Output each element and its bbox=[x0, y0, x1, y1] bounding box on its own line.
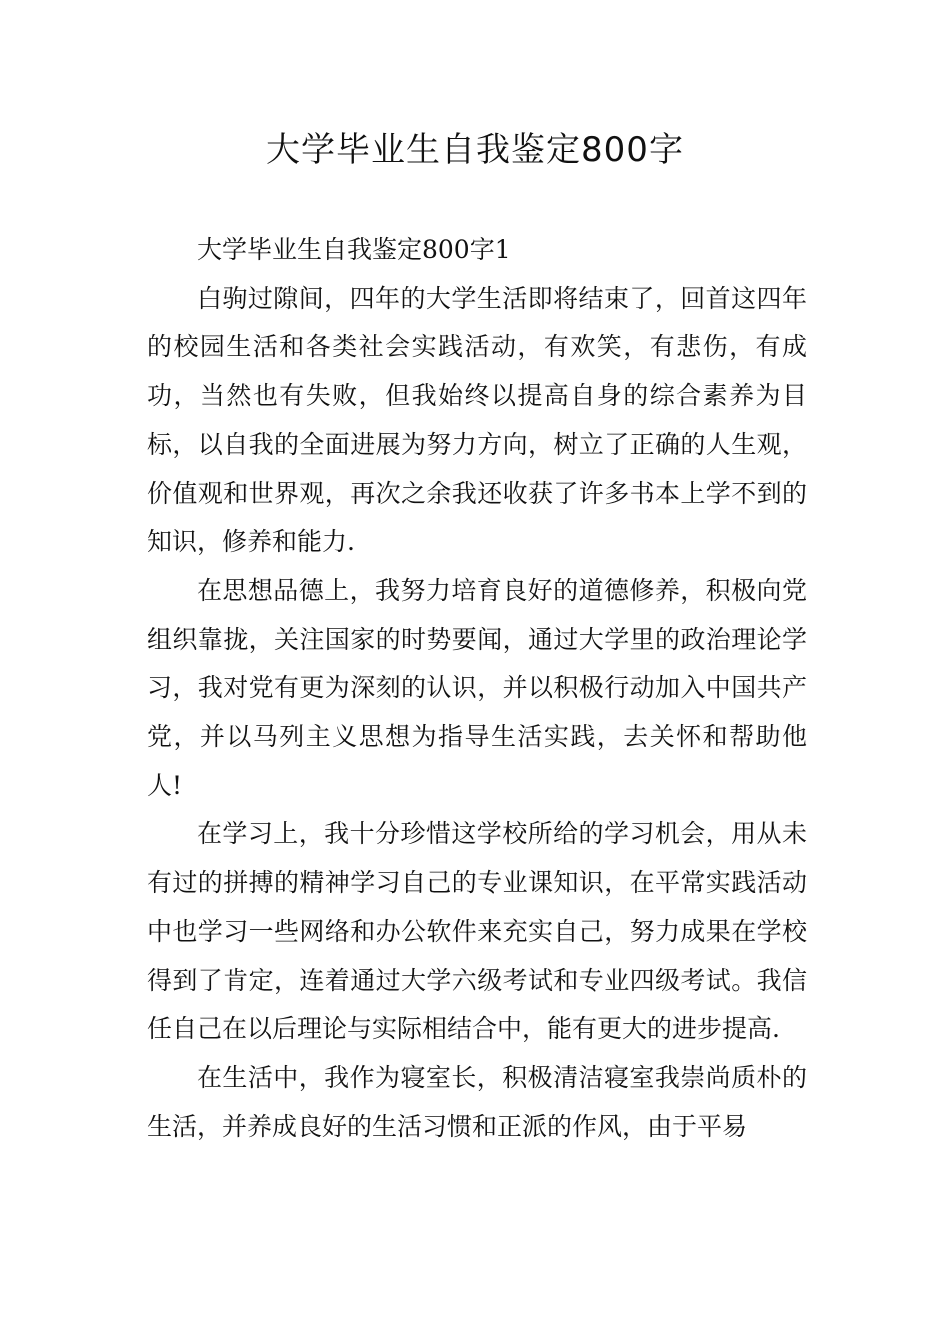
section-heading: 大学毕业生自我鉴定800字1 bbox=[197, 235, 511, 264]
paragraph-intro: 白驹过隙间，四年的大学生活即将结束了，回首这四年的校园生活和各类社会实践活动，有欢笑，有悲伤，有成功，当然也有失败，但我始终以提高自身的综合素养为目标，以自我的全面进展为努力方向，树立了正确的人生观，价值观和世界观，再次之余我还收获了许多书本上学不到的知识，修养和能力. bbox=[147, 283, 807, 557]
paragraph-study: 在学习上，我十分珍惜这学校所给的学习机会，用从未有过的拼搏的精神学习自己的专业课知识，在平常实践活动中也学习一些网络和办公软件来充实自己，努力成果在学校得到了肯定，连着通过大学六级考试和专业四级考试。我信任自己在以后理论与实际相结合中，能有更大的进步提高. bbox=[147, 819, 807, 1044]
paragraph-ideology: 在思想品德上，我努力培育良好的道德修养，积极向党组织靠拢，关注国家的时势要闻，通过大学里的政治理论学习，我对党有更为深刻的认识，并以积极行动加入中国共产党，并以马列主义思想为指导生活实践，去关怀和帮助他人! bbox=[147, 575, 807, 800]
document-title: 大学毕业生自我鉴定800字 bbox=[266, 130, 684, 170]
paragraph-life: 在生活中，我作为寝室长，积极清洁寝室我崇尚质朴的生活，并养成良好的生活习惯和正派的作风，由于平易 bbox=[147, 1062, 807, 1141]
document-body bbox=[147, 226, 807, 1151]
